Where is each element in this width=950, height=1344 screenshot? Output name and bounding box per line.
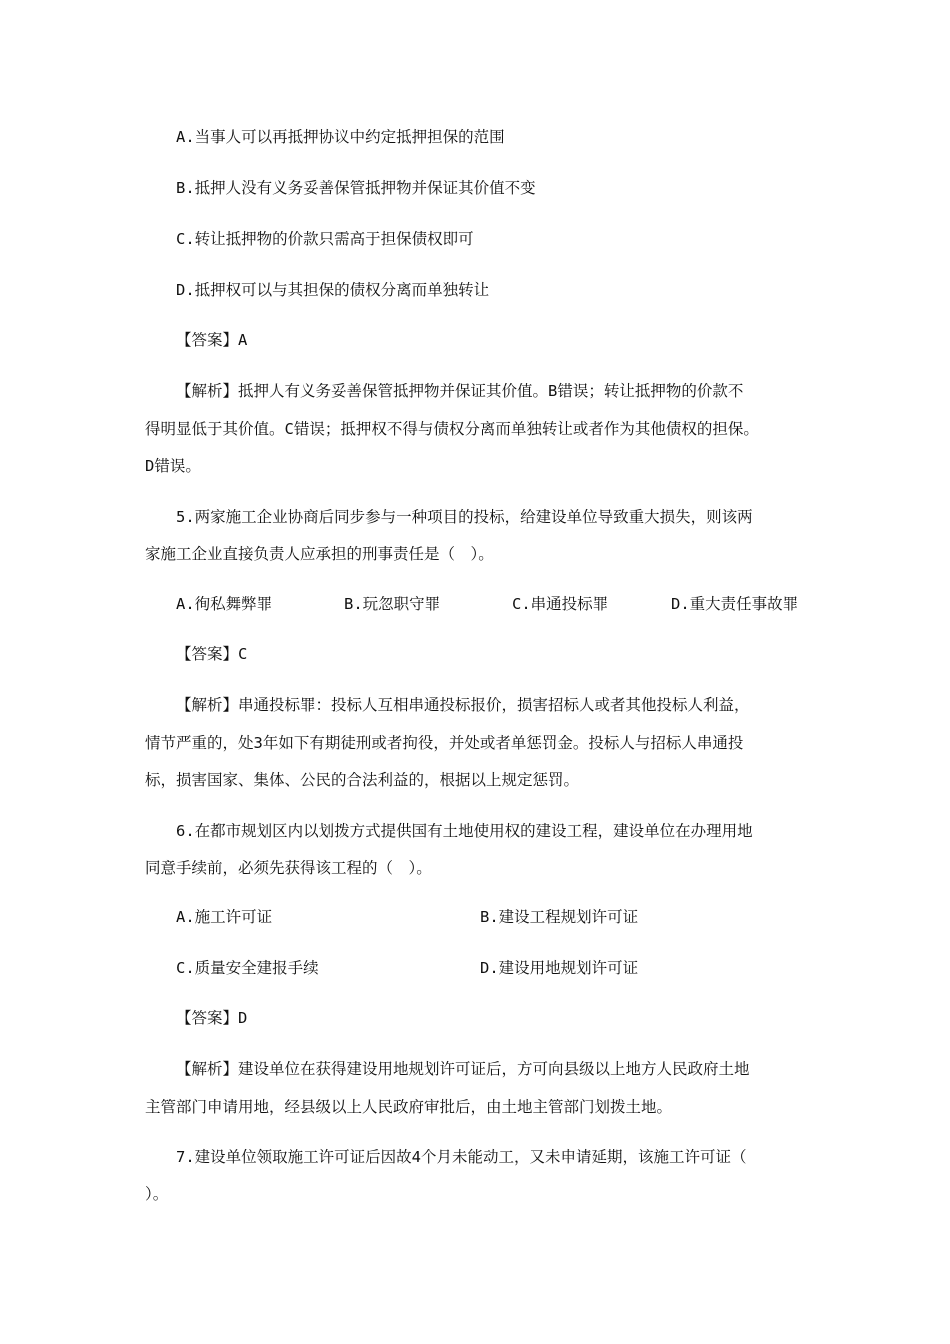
q4-option-d: D.抵押权可以与其担保的债权分离而单独转让 xyxy=(176,281,490,299)
q6-option-c: C.质量安全建报手续 xyxy=(176,959,319,977)
q6-analysis-line-2: 主管部门申请用地，经县级以上人民政府审批后，由土地主管部门划拨土地。 xyxy=(145,1098,673,1116)
q5-analysis-line-3: 标，损害国家、集体、公民的合法利益的，根据以上规定惩罚。 xyxy=(145,771,580,789)
q4-option-b: B.抵押人没有义务妥善保管抵押物并保证其价值不变 xyxy=(176,179,536,197)
q5-analysis-line-1: 【解析】串通投标罪：投标人互相串通投标报价，损害招标人或者其他投标人利益， xyxy=(176,696,750,714)
q6-option-b: B.建设工程规划许可证 xyxy=(480,908,639,926)
q6-answer: 【答案】D xyxy=(176,1009,248,1027)
q4-analysis-line-3: D错误。 xyxy=(145,457,201,475)
q5-answer: 【答案】C xyxy=(176,645,248,663)
q5-stem-line-2: 家施工企业直接负责人应承担的刑事责任是（ ）。 xyxy=(145,545,494,563)
q7-stem-line-2: ）。 xyxy=(145,1185,169,1203)
q6-option-a: A.施工许可证 xyxy=(176,908,273,926)
q4-analysis-line-2: 得明显低于其价值。C错误；抵押权不得与债权分离而单独转让或者作为其他债权的担保。 xyxy=(145,420,759,438)
q5-stem-line-1: 5.两家施工企业协商后同步参与一种项目的投标，给建设单位导致重大损失，则该两 xyxy=(176,508,753,526)
q5-option-b: B.玩忽职守罪 xyxy=(344,595,441,613)
q5-option-a: A.徇私舞弊罪 xyxy=(176,595,273,613)
q4-analysis-line-1: 【解析】抵押人有义务妥善保管抵押物并保证其价值。B错误；转让抵押物的价款不 xyxy=(176,382,744,400)
q6-analysis-line-1: 【解析】建设单位在获得建设用地规划许可证后，方可向县级以上地方人民政府土地 xyxy=(176,1060,750,1078)
q6-option-d: D.建设用地规划许可证 xyxy=(480,959,639,977)
q4-answer: 【答案】A xyxy=(176,331,248,349)
q4-option-a: A.当事人可以再抵押协议中约定抵押担保的范围 xyxy=(176,128,505,146)
q7-stem-line-1: 7.建设单位领取施工许可证后因故4个月未能动工，又未申请延期，该施工许可证（ xyxy=(176,1148,747,1166)
q5-analysis-line-2: 情节严重的，处3年如下有期徒刑或者拘役，并处或者单惩罚金。投标人与招标人串通投 xyxy=(145,734,744,752)
q5-option-d: D.重大责任事故罪 xyxy=(671,595,799,613)
q4-option-c: C.转让抵押物的价款只需高于担保债权即可 xyxy=(176,230,474,248)
q5-option-c: C.串通投标罪 xyxy=(512,595,609,613)
q6-stem-line-1: 6.在都市规划区内以划拨方式提供国有土地使用权的建设工程，建设单位在办理用地 xyxy=(176,822,753,840)
q6-stem-line-2: 同意手续前，必须先获得该工程的（ ）。 xyxy=(145,859,432,877)
